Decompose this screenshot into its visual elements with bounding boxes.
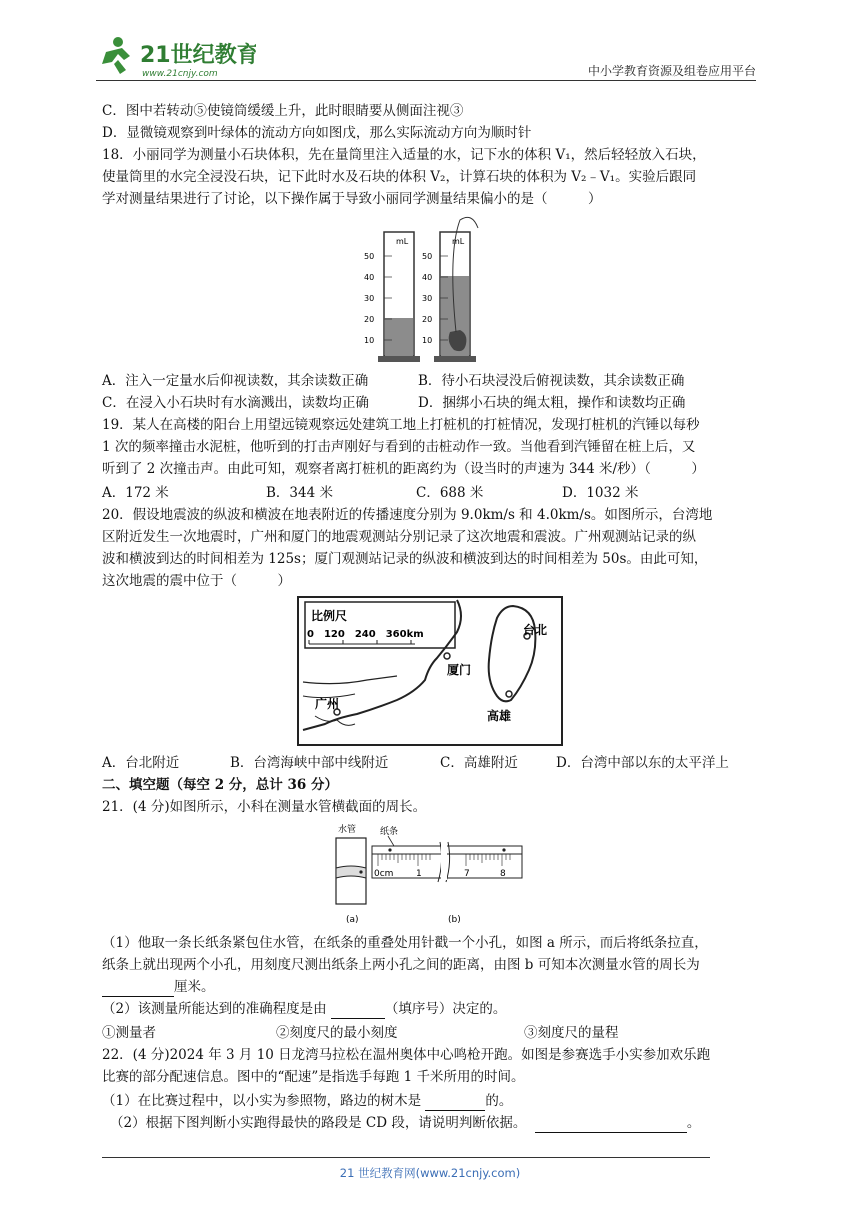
q21-choice-2: ②刻度尺的最小刻度 xyxy=(276,1025,398,1041)
taiwan-map-figure xyxy=(297,596,563,746)
platform-name: 中小学教育资源及组卷应用平台 xyxy=(587,64,756,78)
graduated-cylinders-figure xyxy=(360,212,490,368)
q18-stem-1: 18．小丽同学为测量小石块体积，先在量筒里注入适量的水，记下水的体积 V₁，然后轻轻放入石块， xyxy=(102,147,706,163)
cyl1-tick-40: 40 xyxy=(364,273,375,282)
footer-text: 21 世纪教育网(www.21cnjy.com) xyxy=(339,1166,521,1180)
q19-option-d: D．1032 米 xyxy=(562,485,639,501)
q20-stem-3: 波和横波到达的时间相差为 125s；厦门观测站记录的纵波和横波到达的时间相差为 50s。由此可知， xyxy=(102,551,708,567)
q18-stem-2: 使量筒里的水完全浸没石块，记下此时水及石块的体积 V₂，计算石块的体积为 V₂﹣V₁。实验后跟同 xyxy=(102,169,697,185)
svg-text:广州: 广州 xyxy=(315,697,340,711)
answer-blank[interactable] xyxy=(331,1000,385,1019)
svg-text:0cm: 0cm xyxy=(374,869,394,879)
svg-text:7: 7 xyxy=(464,869,470,879)
q20-stem-4: 这次地震的震中位于（ ） xyxy=(102,573,291,589)
cyl2-tick-30: 30 xyxy=(422,294,433,303)
svg-text:台北: 台北 xyxy=(523,623,548,637)
q20-stem-2: 区附近发生一次地震时，广州和厦门的地震观测站分别记录了这次地震和震波。广州观测站记录的纵 xyxy=(102,529,696,545)
svg-text:高雄: 高雄 xyxy=(487,709,512,723)
svg-text:mL: mL xyxy=(396,237,409,246)
q18-option-d: D．捆绑小石块的绳太粗，操作和读数均正确 xyxy=(418,395,686,411)
svg-text:厦门: 厦门 xyxy=(447,663,472,677)
cyl1-tick-20: 20 xyxy=(364,315,375,324)
pipe-ruler-figure xyxy=(330,820,530,926)
q20-option-b: B．台湾海峡中部中线附近 xyxy=(230,755,389,771)
q21-stem: 21．(4 分)如图所示，小科在测量水管横截面的周长。 xyxy=(102,799,427,815)
header-divider xyxy=(96,80,756,81)
q20-option-a: A．台北附近 xyxy=(102,755,180,771)
cyl2-tick-20: 20 xyxy=(422,315,433,324)
svg-text:mL: mL xyxy=(452,237,465,246)
q18-stem-3: 学对测量结果进行了讨论，以下操作属于导致小丽同学测量结果偏小的是（ ） xyxy=(102,191,602,207)
q18-option-a: A．注入一定量水后仰视读数，其余读数正确 xyxy=(102,373,369,389)
svg-text:0 120 240 360km: 0 120 240 360km xyxy=(307,629,424,640)
q19-stem-3: 听到了 2 次撞击声。由此可知，观察者离打桩机的距离约为（设当时的声速为 344 米/秒）（ ） xyxy=(102,461,705,477)
q22-stem-1: 22．(4 分)2024 年 3 月 10 日龙湾马拉松在温州奥体中心鸣枪开跑。如图是参赛选手小实参加欢乐跑 xyxy=(102,1047,711,1063)
cyl1-tick-10: 10 xyxy=(364,336,375,345)
svg-text:纸条: 纸条 xyxy=(380,827,399,837)
q22-part2: （2）根据下图判断小实跑得最快的路段是 CD 段，请说明判断依据。 。 xyxy=(110,1115,701,1131)
cyl2-tick-10: 10 xyxy=(422,336,433,345)
q19-option-a: A．172 米 xyxy=(102,485,169,501)
q22-stem-2: 比赛的部分配速信息。图中的“配速”是指选手每跑 1 千米所用的时间。 xyxy=(102,1069,525,1085)
svg-text:8: 8 xyxy=(500,869,506,879)
q19-option-c: C．688 米 xyxy=(416,485,484,501)
answer-blank[interactable] xyxy=(535,1114,687,1133)
q21-part1-2: 纸条上就出现两个小孔，用刻度尺测出纸条上两小孔之间的距离，由图 b 可知本次测量水管的周长为 xyxy=(102,957,700,973)
cyl1-tick-50: 50 xyxy=(364,252,375,261)
q20-option-c: C．高雄附近 xyxy=(440,755,518,771)
q18-option-c: C．在浸入小石块时有水滴溅出，读数均正确 xyxy=(102,395,369,411)
answer-blank[interactable] xyxy=(425,1092,485,1111)
q21-part1-3: 厘米。 xyxy=(102,978,215,997)
q19-stem-2: 1 次的频率撞击水泥桩，他听到的打击声刚好与看到的击桩动作一致。当他看到汽锤留在桩上后，又 xyxy=(102,439,696,455)
q17-option-c: C．图中若转动⑤使镜筒缓缓上升，此时眼睛要从侧面注视③ xyxy=(102,103,464,119)
cyl2-tick-50: 50 xyxy=(422,252,433,261)
q18-option-b: B．待小石块浸没后俯视读数，其余读数正确 xyxy=(418,373,685,389)
q20-stem-1: 20．假设地震波的纵波和横波在地表附近的传播速度分别为 9.0km/s 和 4.0km/s。如图所示，台湾地 xyxy=(102,507,713,523)
q21-part1-1: （1）他取一条长纸条紧包住水管，在纸条的重叠处用针戳一个小孔，如图 a 所示，而后将纸条拉直， xyxy=(102,935,708,951)
svg-text:比例尺: 比例尺 xyxy=(311,609,348,623)
section-title: 二、填空题（每空 2 分，总计 36 分） xyxy=(102,777,338,793)
q19-stem-1: 19．某人在高楼的阳台上用望远镜观察远处建筑工地上打桩机的打桩情况，发现打桩机的汽锤以每秒 xyxy=(102,417,700,433)
q17-option-d: D．显微镜观察到叶绿体的流动方向如图戊，那么实际流动方向为顺时针 xyxy=(102,125,532,141)
svg-text:(a): (a) xyxy=(346,915,359,925)
svg-text:21世纪教育: 21世纪教育 xyxy=(140,43,256,68)
q20-option-d: D．台湾中部以东的太平洋上 xyxy=(556,755,729,771)
site-logo xyxy=(96,34,256,80)
q21-part2: （2）该测量所能达到的准确程度是由 （填序号）决定的。 xyxy=(102,1001,507,1017)
q22-part1: （1）在比赛过程中，以小实为参照物，路边的树木是 的。 xyxy=(102,1093,513,1109)
q19-option-b: B．344 米 xyxy=(266,485,333,501)
cyl1-tick-30: 30 xyxy=(364,294,375,303)
footer-divider xyxy=(102,1157,710,1158)
svg-text:水管: 水管 xyxy=(338,825,357,835)
q21-choice-3: ③刻度尺的量程 xyxy=(524,1025,619,1041)
svg-text:www.21cnjy.com: www.21cnjy.com xyxy=(142,69,218,79)
answer-blank[interactable] xyxy=(102,978,174,997)
svg-text:1: 1 xyxy=(416,869,422,879)
cyl2-tick-40: 40 xyxy=(422,273,433,282)
svg-text:(b): (b) xyxy=(448,915,461,925)
q21-choice-1: ①测量者 xyxy=(102,1025,156,1041)
